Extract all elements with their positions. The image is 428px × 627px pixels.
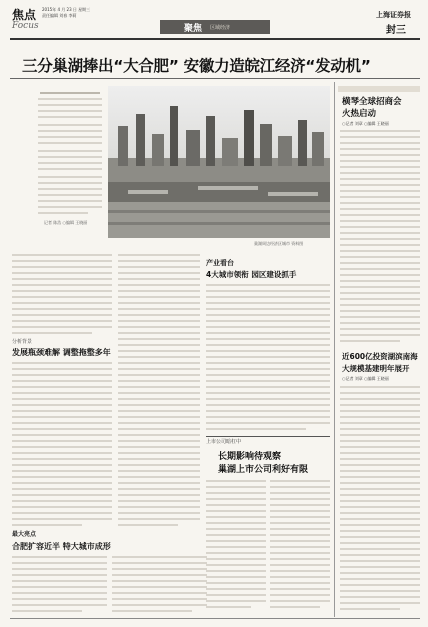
side-title-4: 大规模基建明年展开	[342, 364, 410, 373]
paper-name: 上海证券报	[376, 10, 411, 19]
market-divider	[206, 436, 330, 437]
side-byline-1: ○记者 刘章 ○编辑 王晓丽	[342, 121, 389, 126]
side-title-2: 火热启动	[342, 109, 377, 119]
side-kicker-bar	[338, 86, 420, 92]
section-english: Focus	[12, 21, 39, 31]
photo-caption: 巢湖周边经济区城市 资料图	[254, 241, 304, 246]
city-photo	[108, 86, 330, 238]
lead-byline: 记者 陈浩 ○编辑 王晓丽	[44, 220, 88, 225]
band-label: 聚焦	[184, 24, 203, 34]
editor-line: 责任编辑 刘春 李莉	[42, 13, 77, 18]
band-sub: 区域经济	[210, 25, 231, 31]
side-column-divider	[334, 82, 335, 617]
biggest-kicker: 最大亮点	[12, 531, 37, 538]
analysis-kicker: 分析背景	[12, 339, 33, 345]
city-skyline-image	[108, 86, 330, 238]
market-kicker: 上市公司暗杠中	[206, 439, 242, 445]
section-label: 焦点	[12, 8, 37, 22]
headline-rule	[10, 78, 420, 79]
industry-title: 4大城市领衔 园区建设抓手	[206, 270, 297, 279]
main-headline: 三分巢湖捧出“大合肥” 安徽力造皖江经济“发动机”	[22, 57, 371, 75]
side-title-3: 近600亿投资湖滨南海	[342, 352, 418, 361]
footer-rule	[10, 618, 420, 619]
side-title-1: 横琴全球招商会	[342, 97, 402, 107]
biggest-title: 合肥扩容近半 特大城市成形	[12, 542, 111, 551]
analysis-title: 发展瓶颈难解 调整拖整多年	[12, 348, 111, 357]
masthead-rule	[10, 38, 420, 40]
industry-kicker: 产业看台	[206, 259, 234, 267]
side-byline-2: ○记者 刘章 ○编辑 王晓丽	[342, 376, 389, 381]
market-title-2: 巢湖上市公司利好有限	[218, 465, 309, 475]
market-title-1: 长期影响待观察	[218, 452, 282, 462]
date-line: 2015年 4 月 23 日 星期三	[42, 7, 91, 12]
page-number: 封三	[386, 25, 406, 36]
